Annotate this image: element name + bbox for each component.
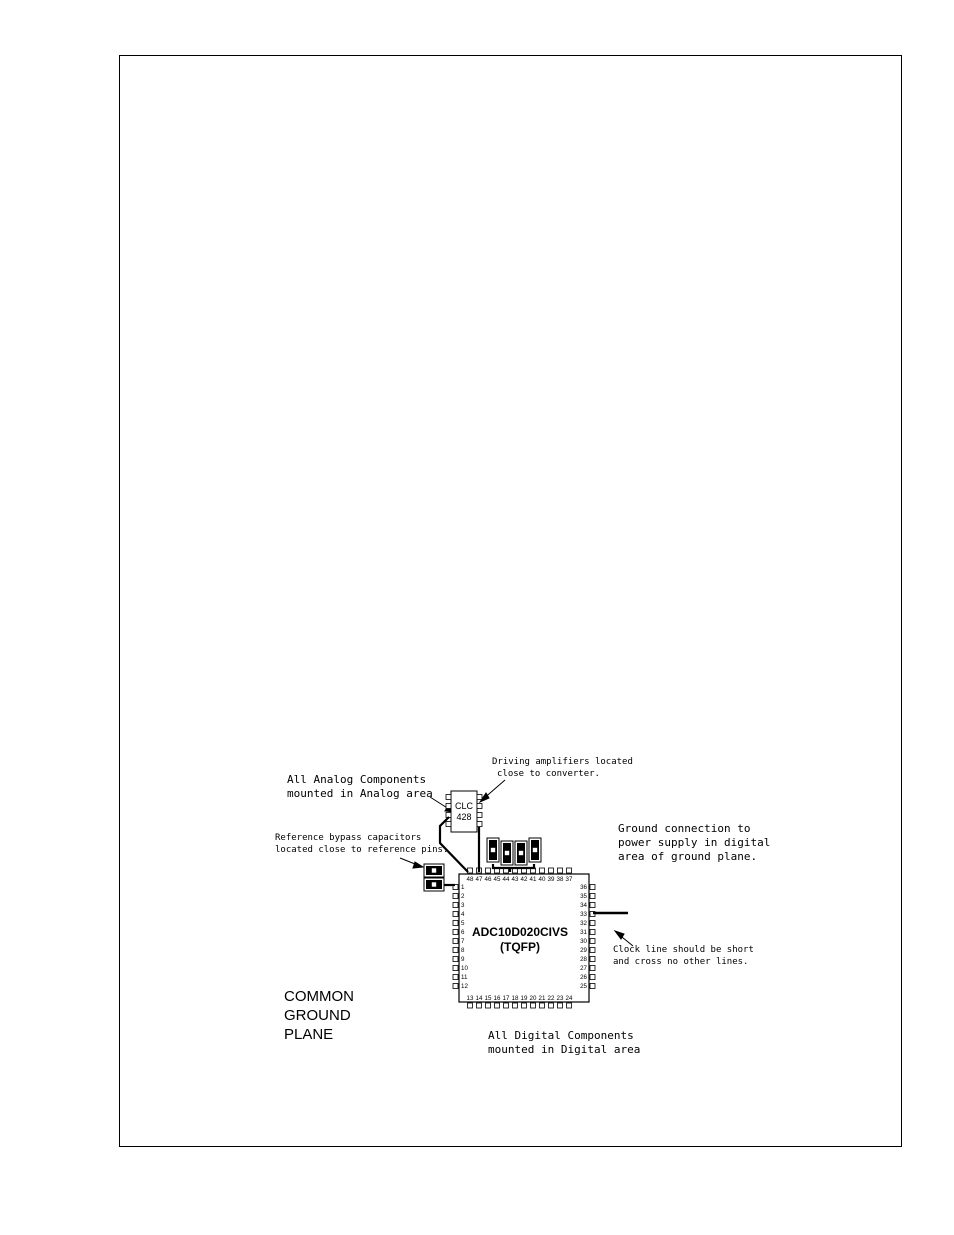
chip-pad xyxy=(513,1003,518,1008)
reference-bypass-capacitors xyxy=(424,864,444,891)
pin-label-bottom: 19 xyxy=(520,995,528,1002)
capacitor xyxy=(424,864,444,877)
pin-label-top: 42 xyxy=(520,876,528,883)
clock-line-label: Clock line should be short and cross no other lines. xyxy=(613,945,754,967)
chip-pad xyxy=(453,948,458,953)
pin-label-right: 34 xyxy=(580,902,587,909)
pin-label-left: 7 xyxy=(461,938,465,945)
chip-pad xyxy=(453,930,458,935)
chip-pad xyxy=(590,921,595,926)
chip-pad xyxy=(453,957,458,962)
chip-pad xyxy=(540,868,545,873)
chip-pad xyxy=(558,1003,563,1008)
pin-label-right: 35 xyxy=(580,893,587,900)
chip-pad xyxy=(486,1003,491,1008)
pin-label-right: 36 xyxy=(580,884,587,891)
ref-bypass-label: Reference bypass capacitors located close to reference pins. xyxy=(275,833,449,855)
chip-pad xyxy=(477,1003,482,1008)
pin-label-bottom: 21 xyxy=(538,995,546,1002)
pin-label-right: 32 xyxy=(580,920,587,927)
amplifier-pad xyxy=(477,822,482,827)
adc-chip xyxy=(453,868,595,1008)
amplifier-pad xyxy=(446,795,451,800)
pin-label-top: 40 xyxy=(538,876,546,883)
pin-label-bottom: 24 xyxy=(565,995,573,1002)
pin-label-left: 3 xyxy=(461,902,465,909)
pin-label-bottom: 17 xyxy=(502,995,510,1002)
amplifier-pad xyxy=(477,813,482,818)
pin-label-left: 6 xyxy=(461,929,465,936)
pin-label-bottom: 23 xyxy=(556,995,564,1002)
amplifier-pad xyxy=(446,822,451,827)
pin-label-top: 41 xyxy=(529,876,537,883)
chip-name: ADC10D020CIVS xyxy=(471,925,569,939)
pin-label-left: 11 xyxy=(461,974,468,981)
chip-pad xyxy=(549,1003,554,1008)
chip-pad xyxy=(453,975,458,980)
pin-label-right: 26 xyxy=(580,974,587,981)
chip-pad xyxy=(590,948,595,953)
chip-pad xyxy=(590,894,595,899)
chip-pad xyxy=(567,1003,572,1008)
chip-pad xyxy=(453,894,458,899)
common-ground-label: COMMON GROUND PLANE xyxy=(284,988,354,1043)
chip-pad xyxy=(453,984,458,989)
chip-pad xyxy=(558,868,563,873)
pin-label-bottom: 22 xyxy=(547,995,555,1002)
pin-label-right: 27 xyxy=(580,965,587,972)
chip-pad xyxy=(590,930,595,935)
pin-label-top: 45 xyxy=(493,876,501,883)
capacitor xyxy=(515,841,527,865)
chip-pad xyxy=(453,921,458,926)
chip-pad xyxy=(468,868,473,873)
pin-label-bottom: 18 xyxy=(511,995,519,1002)
chip-pad xyxy=(453,903,458,908)
amplifier-clc428 xyxy=(446,791,482,832)
amplifier-pad xyxy=(477,804,482,809)
pin-label-right: 31 xyxy=(580,929,587,936)
chip-pad xyxy=(590,975,595,980)
pin-label-top: 43 xyxy=(511,876,519,883)
ground-connection-label: Ground connection to power supply in digital area of ground plane. xyxy=(618,822,771,863)
pin-label-left: 10 xyxy=(461,965,468,972)
pin-label-bottom: 16 xyxy=(493,995,501,1002)
chip-pad xyxy=(531,1003,536,1008)
pin-label-top: 37 xyxy=(565,876,573,883)
pin-label-left: 8 xyxy=(461,947,465,954)
pin-label-right: 25 xyxy=(580,983,587,990)
chip-pad xyxy=(453,912,458,917)
pin-label-left: 5 xyxy=(461,920,465,927)
pin-label-right: 33 xyxy=(580,911,587,918)
amplifier-label-1: CLC xyxy=(454,801,474,811)
chip-pad xyxy=(567,868,572,873)
amplifier-pad xyxy=(446,804,451,809)
pin-label-right: 30 xyxy=(580,938,587,945)
chip-pad xyxy=(590,903,595,908)
driving-amps-label: Driving amplifiers located close to converter. xyxy=(492,757,633,779)
pin-label-top: 47 xyxy=(475,876,483,883)
decoupling-capacitors xyxy=(487,838,541,865)
chip-pad xyxy=(453,966,458,971)
pin-label-bottom: 13 xyxy=(466,995,474,1002)
chip-package: (TQFP) xyxy=(500,940,540,954)
chip-pad xyxy=(590,966,595,971)
pin-label-left: 4 xyxy=(461,911,465,918)
chip-pad xyxy=(590,885,595,890)
chip-pad xyxy=(590,984,595,989)
pin-label-top: 46 xyxy=(484,876,492,883)
pin-label-left: 9 xyxy=(461,956,465,963)
chip-pad xyxy=(495,1003,500,1008)
digital-area-label: All Digital Components mounted in Digital area xyxy=(488,1029,641,1056)
amplifier-label-2: 428 xyxy=(456,812,472,822)
pin-label-right: 28 xyxy=(580,956,587,963)
capacitor xyxy=(487,838,499,862)
pin-label-left: 1 xyxy=(461,884,465,891)
chip-pad xyxy=(522,1003,527,1008)
chip-pad xyxy=(504,1003,509,1008)
chip-pad xyxy=(590,939,595,944)
pin-label-left: 12 xyxy=(461,983,468,990)
pin-label-top: 38 xyxy=(556,876,564,883)
chip-pad xyxy=(453,939,458,944)
pin-label-top: 44 xyxy=(502,876,510,883)
capacitor xyxy=(529,838,541,862)
chip-pad xyxy=(468,1003,473,1008)
pin-label-bottom: 14 xyxy=(475,995,483,1002)
pin-label-left: 2 xyxy=(461,893,465,900)
pin-label-bottom: 15 xyxy=(484,995,492,1002)
pin-label-top: 39 xyxy=(547,876,555,883)
capacitor xyxy=(424,878,444,891)
chip-pad xyxy=(486,868,491,873)
chip-pad xyxy=(590,957,595,962)
chip-pad xyxy=(540,1003,545,1008)
amplifier-pad xyxy=(477,795,482,800)
pin-label-top: 48 xyxy=(466,876,474,883)
pin-label-right: 29 xyxy=(580,947,587,954)
chip-pad xyxy=(549,868,554,873)
analog-area-label: All Analog Components mounted in Analog area xyxy=(287,773,433,800)
capacitor xyxy=(501,841,513,865)
pin-label-bottom: 20 xyxy=(529,995,537,1002)
